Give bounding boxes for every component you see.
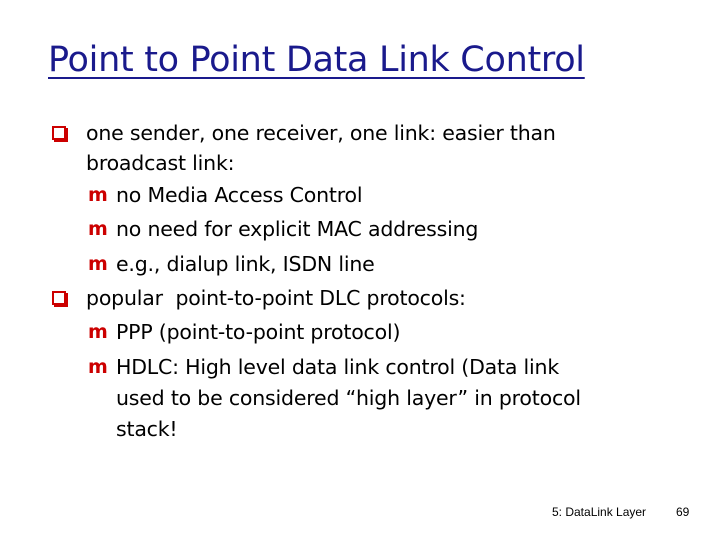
bullet-text: broadcast link: bbox=[86, 151, 235, 175]
bullet-text: no need for explicit MAC addressing bbox=[116, 217, 479, 241]
footer-chapter-label: 5: DataLink Layer bbox=[552, 505, 647, 519]
bullet-continuation bbox=[86, 146, 234, 180]
sub-bullet-item bbox=[88, 247, 375, 281]
m-bullet-icon: m bbox=[88, 184, 108, 206]
sub-bullet-item bbox=[88, 178, 363, 212]
bullet-text: one sender, one receiver, one link: easier than bbox=[86, 121, 556, 145]
m-bullet-icon: m bbox=[88, 218, 108, 240]
bullet-continuation bbox=[116, 412, 177, 446]
bullet-item bbox=[86, 116, 556, 150]
page-number: 69 bbox=[676, 505, 690, 519]
bullet-continuation bbox=[116, 381, 581, 415]
bullet-text: popular point-to-point DLC protocols: bbox=[86, 286, 466, 310]
square-bullet-icon bbox=[52, 126, 66, 140]
m-bullet-icon: m bbox=[88, 356, 108, 378]
m-bullet-icon: m bbox=[88, 253, 108, 275]
bullet-text: HDLC: High level data link control (Data link bbox=[116, 355, 560, 379]
sub-bullet-item bbox=[88, 212, 479, 246]
m-bullet-icon: m bbox=[88, 321, 108, 343]
bullet-text: stack! bbox=[116, 417, 178, 441]
square-bullet-icon bbox=[52, 291, 66, 305]
bullet-text: PPP (point-to-point protocol) bbox=[116, 320, 401, 344]
slide-title: Point to Point Data Link Control bbox=[48, 40, 585, 80]
sub-bullet-item bbox=[88, 315, 401, 349]
bullet-text: used to be considered “high layer” in protocol bbox=[116, 386, 581, 410]
sub-bullet-item bbox=[88, 350, 560, 384]
bullet-text: no Media Access Control bbox=[116, 183, 363, 207]
bullet-text: e.g., dialup link, ISDN line bbox=[116, 252, 375, 276]
bullet-item bbox=[86, 281, 466, 315]
